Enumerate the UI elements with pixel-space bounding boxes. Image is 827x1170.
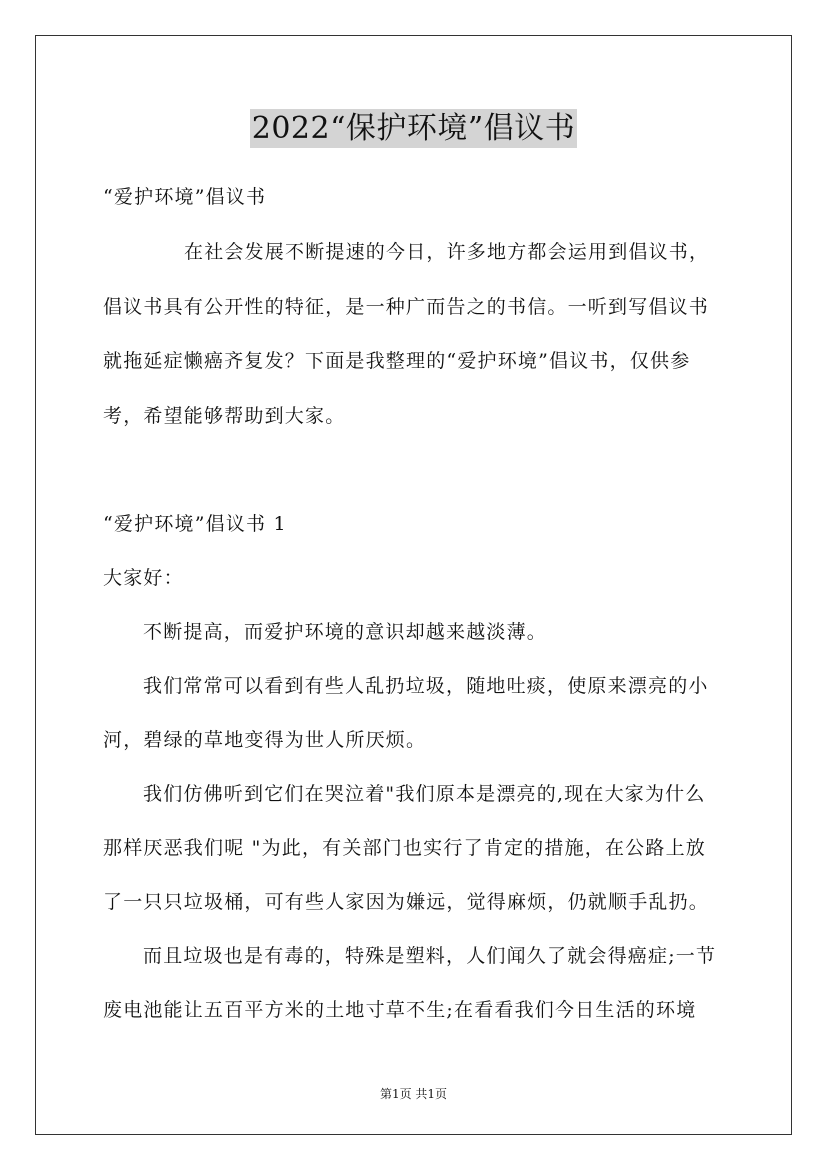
document-title: 2022“保护环境”倡议书 bbox=[251, 111, 576, 146]
intro-line: 就拖延症懒癌齐复发？下面是我整理的“爱护环境”倡议书，仅供参 bbox=[103, 350, 691, 372]
body-line: 废电池能让五百平方米的土地寸草不生;在看看我们今日生活的环境 bbox=[103, 999, 697, 1021]
document-title-wrap bbox=[0, 103, 827, 147]
body-line: 我们常常可以看到有些人乱扔垃圾，随地吐痰，使原来漂亮的小 bbox=[143, 675, 709, 697]
subtitle: “爱护环境”倡议书 bbox=[103, 186, 267, 208]
section-title: “爱护环境”倡议书 1 bbox=[103, 513, 287, 535]
intro-line: 考，希望能够帮助到大家。 bbox=[103, 405, 346, 427]
intro-line: 倡议书具有公开性的特征，是一种广而告之的书信。一听到写倡议书 bbox=[103, 296, 710, 318]
body-line: 了一只只垃圾桶，可有些人家因为嫌远，觉得麻烦，仍就顺手乱扔。 bbox=[103, 891, 710, 913]
body-line: 而且垃圾也是有毒的，特殊是塑料，人们闻久了就会得癌症;一节 bbox=[143, 945, 717, 967]
page-footer: 第1页 共1页 bbox=[379, 1087, 448, 1101]
body-line: 河，碧绿的草地变得为世人所厌烦。 bbox=[103, 729, 427, 751]
body-line: 那样厌恶我们呢 "为此，有关部门也实行了肯定的措施，在公路上放 bbox=[103, 837, 706, 859]
greeting: 大家好： bbox=[103, 567, 184, 589]
body-line: 我们仿佛听到它们在哭泣着"我们原本是漂亮的,现在大家为什么 bbox=[143, 783, 706, 805]
body-line: 不断提高，而爱护环境的意识却越来越淡薄。 bbox=[143, 621, 548, 643]
intro-line: 在社会发展不断提速的今日，许多地方都会运用到倡议书， bbox=[184, 241, 710, 263]
